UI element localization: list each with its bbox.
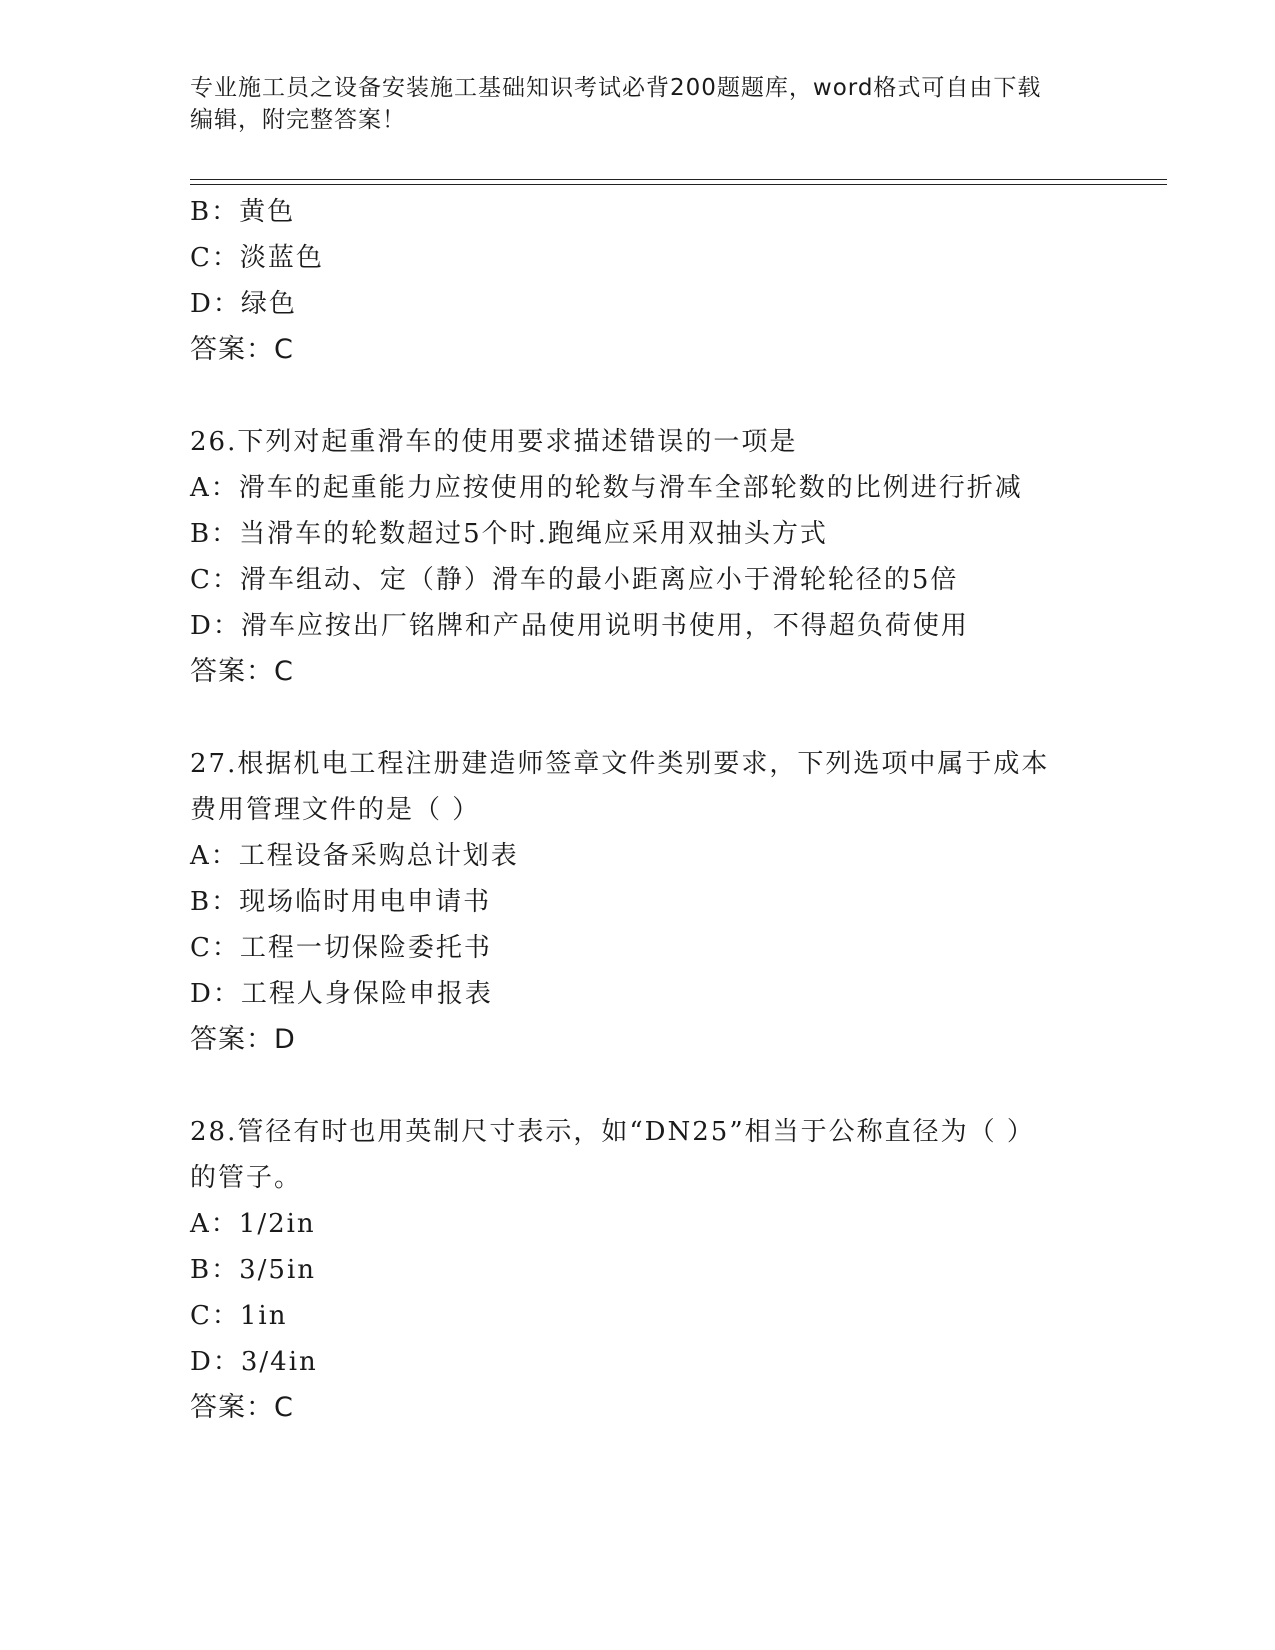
option-c: C：淡蓝色 [190,243,324,273]
answer-label: 答案：C [190,1392,294,1423]
spacer [190,373,1150,419]
option-a: A：工程设备采购总计划表 [190,841,519,871]
option-d: D：绿色 [190,289,297,319]
header-title-line-2: 编辑，附完整答案！ [190,107,406,133]
answer-label: 答案：C [190,334,294,365]
header-title-line-1: 专业施工员之设备安装施工基础知识考试必背200题题库，word格式可自由下载 [190,75,1042,101]
option-d: D：3/4in [190,1347,318,1377]
option-b: B：当滑车的轮数超过5个时.跑绳应采用双抽头方式 [190,519,828,549]
answer-label: 答案：C [190,656,294,687]
header-divider-top [190,179,1167,180]
header-divider-bottom [190,184,1167,185]
answer-label: 答案：D [190,1024,296,1055]
question-25-continued [190,189,1150,373]
question-stem-line-2: 的管子。 [190,1163,303,1193]
option-c: C：1in [190,1301,288,1331]
spacer [190,695,1150,741]
option-b: B：黄色 [190,197,296,227]
question-stem-line-1: 28.管径有时也用英制尺寸表示，如“DN25”相当于公称直径为（ ） [190,1117,1035,1147]
option-d: D：工程人身保险申报表 [190,979,493,1009]
option-b: B：3/5in [190,1255,317,1285]
option-d: D：滑车应按出厂铭牌和产品使用说明书使用，不得超负荷使用 [190,611,969,641]
question-list [190,189,1150,1431]
option-c: C：滑车组动、定（静）滑车的最小距离应小于滑轮轮径的5倍 [190,565,959,595]
option-b: B：现场临时用电申请书 [190,887,492,917]
option-c: C：工程一切保险委托书 [190,933,492,963]
document-header [190,72,1090,136]
question-stem: 26.下列对起重滑车的使用要求描述错误的一项是 [190,427,798,457]
question-27 [190,741,1150,1063]
option-a: A：滑车的起重能力应按使用的轮数与滑车全部轮数的比例进行折减 [190,473,1023,503]
spacer [190,1063,1150,1109]
question-28 [190,1109,1150,1431]
question-26 [190,419,1150,695]
question-stem-line-1: 27.根据机电工程注册建造师签章文件类别要求，下列选项中属于成本 [190,749,1050,779]
question-stem-line-2: 费用管理文件的是（ ） [190,795,481,825]
option-a: A：1/2in [190,1209,316,1239]
